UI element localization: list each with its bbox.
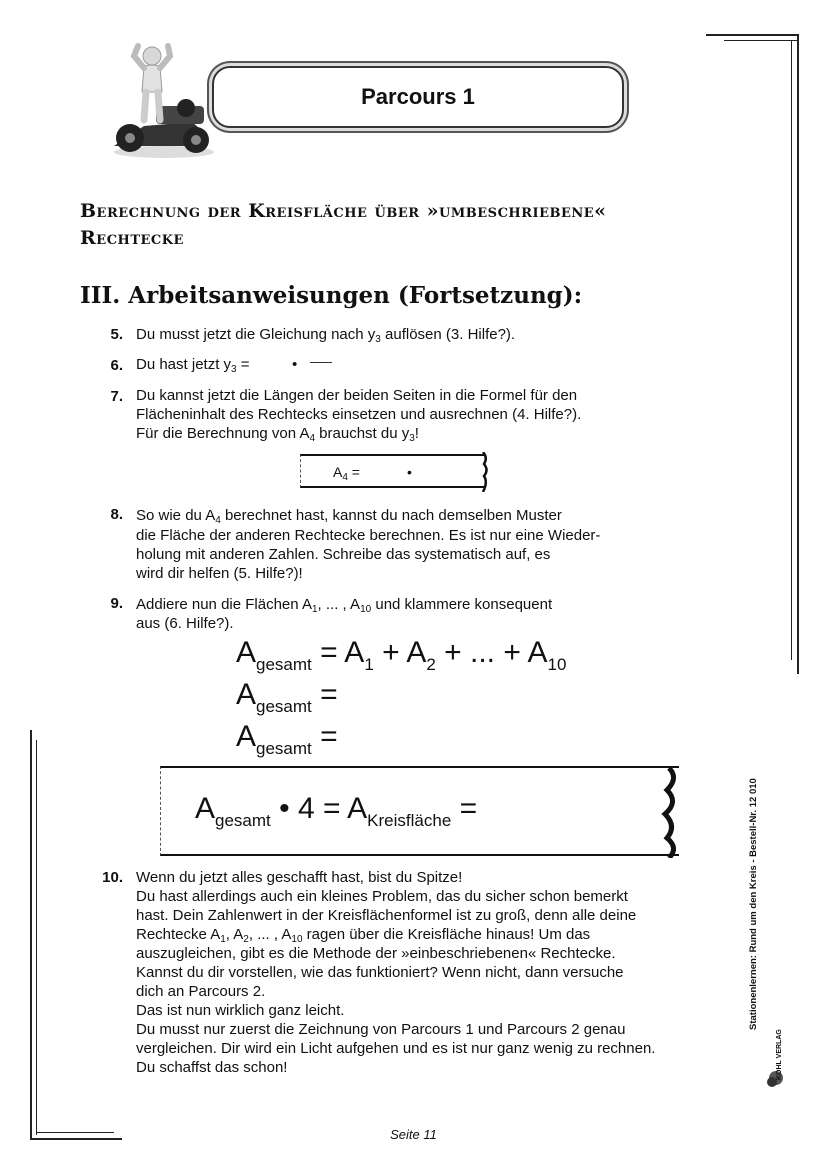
frame-top-right-h2 <box>724 40 798 41</box>
item-10-line6: Kannst du dir vorstellen, wie das funktioniert? Wenn nicht, dann versuche <box>136 964 624 981</box>
item-7-number: 7. <box>110 388 123 405</box>
item-10-line9: Du musst nur zuerst die Zeichnung von Parcours 1 und Parcours 2 genau <box>136 1021 626 1038</box>
item-10-line5: auszugleichen, gibt es die Methode der »einbeschriebenen« Rechtecke. <box>136 945 616 962</box>
item-6-number: 6. <box>110 357 123 374</box>
frame-left-v <box>30 730 32 1140</box>
item-6-text: Du hast jetzt $y_3$ = <box>136 356 250 375</box>
torn-edge-icon <box>655 768 681 858</box>
item-8-number: 8. <box>110 506 123 523</box>
item-5-number: 5. <box>110 326 123 343</box>
page-title: Parcours 1 <box>361 84 475 109</box>
item-9-number: 9. <box>110 595 123 612</box>
item-10-line4: Rechtecke $A_1$, $A_2$, ... , $A_{10}$ ragen über die Kreisfläche hinaus! Um das <box>136 926 591 945</box>
figure-on-go-kart-icon <box>104 42 216 160</box>
item-10-line3: hast. Dein Zahlenwert in der Kreisflächenformel ist zu groß, denn alle deine <box>136 907 637 924</box>
item-7-line1: Du kannst jetzt die Längen der beiden Seiten in die Formel für den <box>136 387 578 404</box>
frame-left-v2 <box>36 740 37 1135</box>
answer-box-a4 <box>300 454 485 488</box>
item-8-line4: wird dir helfen (5. Hilfe?)! <box>136 565 303 582</box>
item-8-line1: So wie du $A_4$ berechnet hast, kannst du nach demselben Muster <box>136 507 562 526</box>
item-7-line2: Flächeninhalt des Rechtecks einsetzen und ausrechnen (4. Hilfe?). <box>136 406 582 423</box>
item-7-line3: Für die Berechnung von $A_4$ brauchst du $y_3$! <box>136 425 419 444</box>
item-9-line2: aus (6. Hilfe?). <box>136 615 234 632</box>
frame-top-right-h <box>706 34 798 36</box>
item-10-line7: dich an Parcours 2. <box>136 983 266 1000</box>
torn-edge-icon <box>481 452 489 492</box>
frame-right-v2 <box>791 40 792 660</box>
instructions-heading: III. Arbeitsanweisungen (Fortsetzung): <box>80 282 583 309</box>
page-number: Seite 11 <box>390 1127 437 1142</box>
section-heading-line1: Berechnung der Kreisfläche über »umbeschriebene« <box>80 200 607 222</box>
item-6-dot: • <box>292 356 298 373</box>
section-heading <box>80 198 720 252</box>
item-10-line10: vergleichen. Dir wird ein Licht aufgehen und es ist nur ganz wenig zu rechnen. <box>136 1040 656 1057</box>
item-9-line1: Addiere nun die Flächen $A_1$, ... , $A_{10}$ und klammere konsequent <box>136 596 553 615</box>
publisher-name: KOHL VERLAG <box>776 1029 783 1080</box>
formula-line3: $A_{gesamt}$ = <box>236 720 338 758</box>
item-8-line3: holung mit anderen Zahlen. Schreibe das systematisch auf, es <box>136 546 551 563</box>
item-8-line2: die Fläche der anderen Rechtecke berechnen. Es ist nur eine Wieder- <box>136 527 601 544</box>
frame-right-v <box>797 34 799 674</box>
side-order-text: Stationenlernen: Rund um den Kreis - Bestell-Nr. 12 010 <box>748 778 759 1030</box>
answer-box-a4-text: $A_4$ = <box>333 464 360 483</box>
item-10-line2: Du hast allerdings auch ein kleines Problem, das du sicher schon bemerkt <box>136 888 628 905</box>
formula-sum: $A_{gesamt} = A_1 + A_2$ + ... + $A_{10}$ <box>236 636 567 674</box>
formula-line2: $A_{gesamt}$ = <box>236 678 338 716</box>
item-10-line8: Das ist nun wirklich ganz leicht. <box>136 1002 345 1019</box>
formula-kreisflaeche: $A_{gesamt}$ • $4 = A_{Kreisfläche}$ = <box>195 792 478 830</box>
fraction-line <box>310 362 332 363</box>
item-10-line1: Wenn du jetzt alles geschafft hast, bist du Spitze! <box>136 869 463 886</box>
page-title-box <box>212 66 624 128</box>
item-10-number: 10. <box>102 869 123 886</box>
item-5-text: Du musst jetzt die Gleichung nach $y_3$ auflösen (3. Hilfe?). <box>136 326 516 345</box>
section-heading-line2: Rechtecke <box>80 227 184 249</box>
item-10-line11: Du schaffst das schon! <box>136 1059 288 1076</box>
answer-box-kreisflaeche <box>160 766 679 856</box>
answer-box-a4-dot: • <box>407 464 412 480</box>
